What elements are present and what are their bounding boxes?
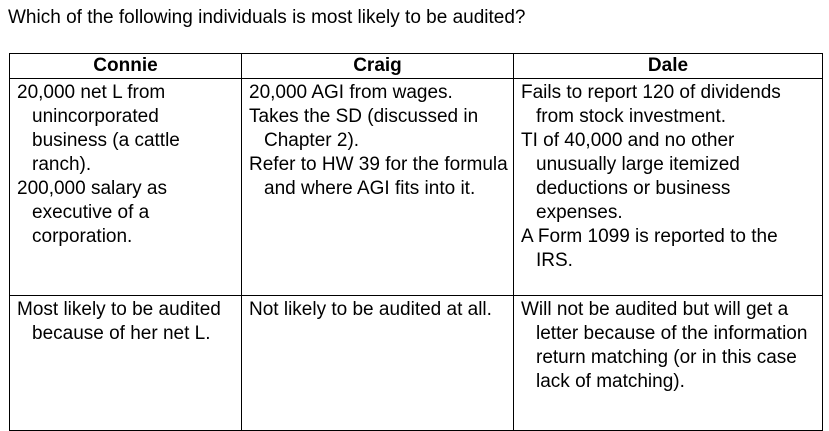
- column-header-craig: Craig: [242, 54, 514, 79]
- craig-fact-2: Takes the SD (discussed in Chapter 2).: [249, 106, 479, 151]
- connie-facts-cell: [10, 79, 242, 296]
- dale-fact-2: TI of 40,000 and no other unusually large itemized deductions or business expenses.: [521, 130, 740, 223]
- craig-conclusion: Not likely to be audited at all.: [249, 299, 492, 320]
- conclusion-row: [10, 296, 823, 431]
- dale-fact-3: A Form 1099 is reported to the IRS.: [521, 226, 778, 271]
- craig-fact-1: 20,000 AGI from wages.: [249, 82, 453, 103]
- connie-conclusion: Most likely to be audited because of her net L.: [17, 299, 221, 344]
- header-row: [10, 54, 823, 79]
- craig-conclusion-cell: [242, 296, 514, 431]
- connie-fact-1: 20,000 net L from unincorporated business (a cattle ranch).: [17, 82, 180, 175]
- column-header-dale: Dale: [514, 54, 823, 79]
- connie-fact-2: 200,000 salary as executive of a corporation.: [17, 178, 167, 247]
- facts-row: [10, 79, 823, 296]
- audit-comparison-table: [9, 53, 823, 431]
- question-text: Which of the following individuals is most likely to be audited?: [8, 7, 526, 28]
- dale-facts-cell: [514, 79, 823, 296]
- craig-facts-cell: [242, 79, 514, 296]
- dale-conclusion: Will not be audited but will get a letter because of the information return matching (or in this case lack of matching).: [521, 299, 808, 392]
- dale-conclusion-cell: [514, 296, 823, 431]
- dale-fact-1: Fails to report 120 of dividends from stock investment.: [521, 82, 781, 127]
- column-header-connie: Connie: [10, 54, 242, 79]
- craig-fact-3: Refer to HW 39 for the formula and where AGI fits into it.: [249, 154, 508, 199]
- connie-conclusion-cell: [10, 296, 242, 431]
